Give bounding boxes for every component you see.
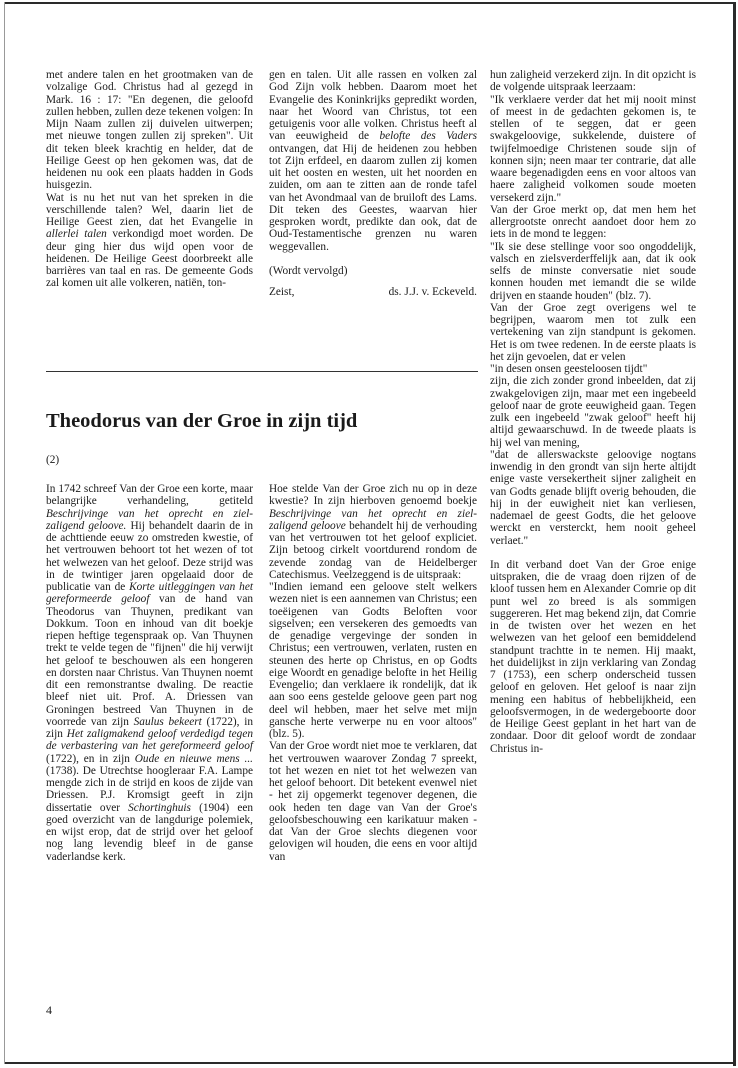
top-article-column-2 — [269, 69, 477, 298]
paragraph: met andere talen en het grootmaken van de volzalige God. Christus had al gezegd in Mark. 16 : 17: "En degenen, die geloofd zullen hebben, zullen deze tekenen volgen: In Mijn Naam zullen zij duivelen uitwerpen; met nieuwe tongen zullen zij spreken". Uit dit teken bleek krachtig en helder, dat de Heilige Geest op hen gekomen was, dat de heidenen nu ook een plaats hadden in Gods huisgezin. — [46, 69, 253, 192]
signature-line — [269, 286, 477, 298]
article-part-number: (2) — [46, 454, 60, 466]
quote: "dat de allerswackste geloovige nogtans inwendig in den grondt van sijn herte altijdt enige vaste versekertheit sijner zaligheit en van Godts genade blijft overig behouden, die hij in der euwigheit niet kan verliesen, nademael de geest Godts, die het geloove werckt en versterckt, hem nooit geheel verlaet." — [490, 448, 696, 547]
article-column-2 — [269, 483, 477, 863]
article-title: Theodorus van der Groe in zijn tijd — [46, 410, 358, 432]
paragraph: Van der Groe merkt op, dat men hem het allergrootste onrecht aandoet door hem zo iets in de mond te leggen: — [490, 203, 696, 241]
paragraph: gen en talen. Uit alle rassen en volken zal God Zijn volk hebben. Daarom moet het Evangelie des Koninkrijks gepredikt worden, naar het Woord van Christus, tot een getuigenis voor alle volken. Christus heeft al van eeuwigheid de beloftе des Vaders ontvangen, dat Hij de heidenen zou hebben tot Zijn erfdeel, en daarom zullen zij komen uit het oosten en westen, uit het noorden en zuiden, om aan te zitten aan de ronde tafel van het Avondmaal van de bruiloft des Lams. Dit teken des Geestes, waarvan hier gesproken wordt, predikte dan ook, dat de Oud-Testamentische grenzen nu waren weggevallen. — [269, 69, 477, 253]
quote: "in desen onsen geesteloosen tijdt" — [490, 363, 648, 375]
quote: "Ik sie dese stellinge voor soo ongoddelijk, valsch en zielsverderffelijk aan, dat ik ook selfs de minste conversatie niet soude konnen houden met iemandt die se wilde drijven en staande houden" (blz. 7). — [490, 240, 696, 302]
signature-author: ds. J.J. v. Eckeveld. — [388, 286, 477, 298]
continuation-note: (Wordt vervolgd) — [269, 264, 348, 277]
article-column-1 — [46, 483, 253, 863]
paragraph: In dit verband doet Van der Groe enige uitspraken, die de vraag doen rijzen of de kloof tussen hem en Alexander Comrie op dit punt wel zo breed is als sommigen suggereren. Het mag bekend zijn, dat Comrie in de twisten over het wezen en het welwezen van het geloof een bemiddelend standpunt trachtte in te nemen. Hij maakt, het duidelijkst in zijn verklaring van Zondag 7 (1753), een scherp onderscheid tussen geloof en geloven. Het geloof is naar zijn mening een habitus of hebbelijkheid, een geloofsvermogen, in de wedergeboorte door de Heilige Geest geplant in het hart van de zondaar. Door dit geloof wordt de zondaar Christus in- — [490, 558, 696, 755]
paragraph: Wat is nu het nut van het spreken in die verschillende talen? Wel, daarin liet de Heilige Geest zien, dat het Evangelie in allerlei talen verkondigd moet worden. De deur ging hier dus wijd open voor de heidenen. De Heilige Geest doorbreekt alle barrières van taal en ras. De gemeente Gods zal komen uit alle volkeren, natiën, ton- — [46, 191, 253, 290]
signature-place: Zeist, — [269, 286, 295, 298]
section-divider — [46, 371, 478, 372]
paragraph: zijn, die zich zonder grond inbeelden, dat zij zwakgelovigen zijn, maar met een ingebeeld geloof naar de grote eeuwigheid gaan. Tegen zulk een ingebeeld "zwak geloof" heeft hij altijd gewaarschuwd. In de tweede plaats is hij wel van mening, — [490, 375, 696, 449]
page-border-left — [4, 2, 5, 1064]
paragraph: hun zaligheid verzekerd zijn. In dit opzicht is de volgende uitspraak leerzaam: — [490, 69, 696, 94]
paragraph: Van der Groe wordt niet moe te verklaren, dat het vertrouwen waarover Zondag 7 spreekt, tot het wezen en niet tot het welwezen van het geloof behoort. Dit betekent evenwel niet - het zij opgemerkt tegenover degenen, die ook heden ten dage van Van der Groe's geloofsbeschouwing een karikatuur maken - dat Van der Groe slechts diegenen voor gelovigen wil houden, die eens en voor altijd van — [269, 740, 477, 863]
paragraph: In 1742 schreef Van der Groe een korte, maar belangrijke verhandeling, getiteld Beschrijvinge van het oprecht en ziel-zaligend geloove. Hij behandelt daarin de in de achttiende eeuw zo omstreden kwestie, of het vertrouwen behoort tot het wezen of tot het welwezen van het geloof. Deze strijd was in de twintiger jaren opgelaaid door de publicatie van de Korte uitleggingen van het gereformeerde geloof van de hand van Theodorus van Thuynen, predikant van Dokkum. Toon en inhoud van dit boekje riepen heftige tegenspraak op. Van Thuynen trekt te velde tegen de "fijnen" die hij verwijt het geloof te beschouwen als een hongeren en dorsten naar Christus. Van Thuynen noemt dit een remonstrantse dwaling. De reactie bleef niet uit. Prof. A. Driessen van Groningen bestreed Van Thuynen in de voorrede van zijn Saulus bekeert (1722), in zijn Het zaligmakend geloof verdedigd tegen de verbastering van het gereformeerd geloof (1722), en in zijn Oude en nieuwe mens ... (1738). De Utrechtse hoogleraar F.A. Lampe mengde zich in de strijd en koos de zijde van Driessen. P.J. Kromsigt geeft in zijn dissertatie over Schortinghuis (1904) een goed overzicht van de langdurige polemiek, en wijst erop, dat de strijd over het geloof nog lang levendig bleef in de ganse vaderlandse kerk. — [46, 483, 253, 863]
page-border-bottom — [4, 1062, 734, 1064]
right-column — [490, 69, 696, 755]
quote: "Ik verklaere verder dat het mij nooit minst of meest in de gedachten gekomen is, te stellen of te seggen, dat er geen swakgeloovige, sukkelende, duistere of twijfelmoedige Christenen soude sijn of konnen sijn; neen maar ter contrarie, dat alle waare begenadigden eens en voor altoos van haere zaligheid volkomen soude moeten versekerd zijn." — [490, 93, 696, 204]
page-border-right — [733, 2, 736, 1066]
quote: "Indien iemand een geloove stelt welkers wezen niet is een aannemen van Christus; een toeëigenen van Godts Beloften voor sigselven; een versekeren des gemoedts van de genadige vergevinge der sonden in Christus; een vertrouwen, verlaten, rusten en steunen des herte op Christus, en op Godts eige Woordt en genadige belofte in het Heilig Evengelio; dan verklaere ik rondelijk, dat ik aan soo eens gestelde geloove geen part nog deel wil hebben, maer het selve met mijn gansche herte verwerpe nu en voor altoos" (blz. 5). — [269, 581, 477, 740]
paragraph: Hoe stelde Van der Groe zich nu op in deze kwestie? In zijn hierboven genoemd boekje Beschrijvinge van het oprecht en ziel-zaligend geloove behandelt hij de verhouding van het vertrouwen tot het geloof expliciet. Zijn betoog cirkelt voortdurend rondom de zevende zondag van de Heidelberger Catechismus. Veelzeggend is de uitspraak: — [269, 483, 477, 581]
paragraph: Van der Groe zegt overigens wel te begrijpen, waarom men tot zulk een vertekening van zijn standpunt is gekomen. Het is om twee redenen. In de eerste plaats is het zijn gevoelen, dat er velen — [490, 301, 696, 363]
page-border-top — [4, 2, 734, 4]
top-article-column-1 — [46, 69, 253, 290]
page-number: 4 — [46, 1003, 52, 1017]
